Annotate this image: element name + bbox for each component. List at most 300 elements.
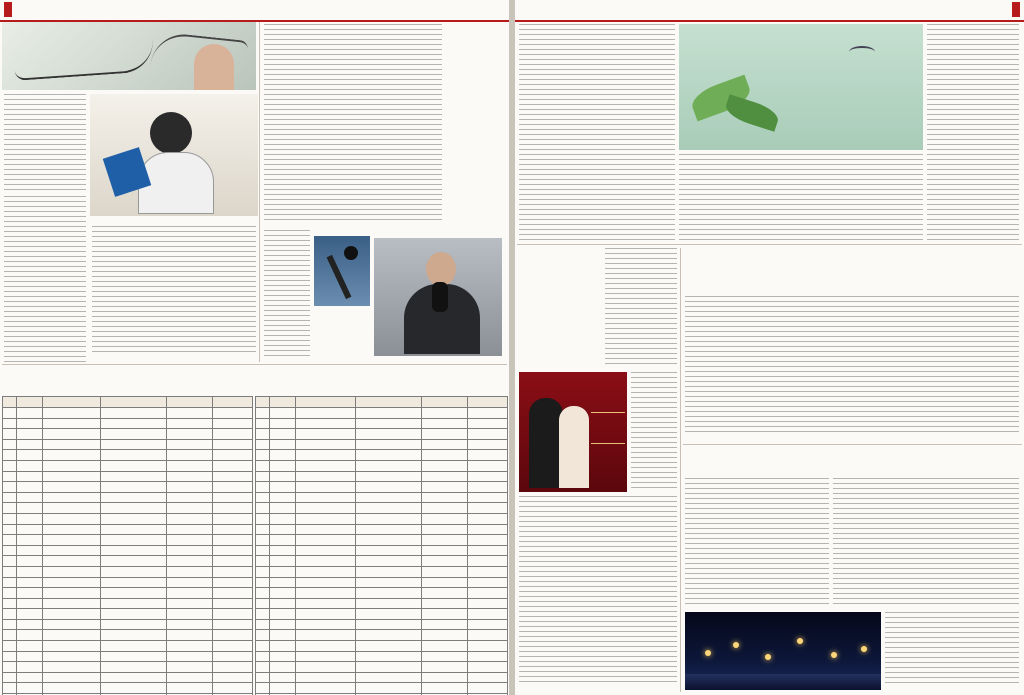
table-cell: [296, 408, 356, 419]
table-cell: [3, 524, 17, 535]
table-cell: [422, 513, 468, 524]
table-cell: [101, 662, 167, 673]
table-cell: [3, 577, 17, 588]
table-cell: [43, 662, 101, 673]
table-cell: [17, 408, 43, 419]
left-article-intro: [4, 94, 86, 194]
table-cell: [356, 609, 422, 620]
poster-title-mark: [591, 412, 625, 444]
table-cell: [356, 513, 422, 524]
table-cell: [422, 619, 468, 630]
table-cell: [167, 609, 213, 620]
farewell-column-1: [685, 478, 829, 608]
table-cell: [17, 683, 43, 694]
col-header: [43, 397, 101, 408]
table-cell: [468, 418, 508, 429]
man-microphone: [432, 282, 448, 312]
table-cell: [213, 598, 253, 609]
table-cell: [213, 556, 253, 567]
table-row: [3, 651, 253, 662]
left-page: [0, 0, 509, 695]
table-cell: [17, 429, 43, 440]
table-cell: [101, 672, 167, 683]
table-cell: [296, 471, 356, 482]
table-cell: [17, 598, 43, 609]
right-masthead: [515, 0, 1024, 22]
table-row: [256, 492, 508, 503]
table-cell: [270, 482, 296, 493]
speaker-man-photo: [374, 238, 502, 356]
table-cell: [270, 619, 296, 630]
table-cell: [422, 439, 468, 450]
table-cell: [43, 450, 101, 461]
table-cell: [43, 471, 101, 482]
table-cell: [270, 609, 296, 620]
table-cell: [270, 672, 296, 683]
table-cell: [422, 651, 468, 662]
table-cell: [270, 662, 296, 673]
table-row: [256, 588, 508, 599]
table-cell: [468, 535, 508, 546]
table-cell: [101, 577, 167, 588]
table-cell: [43, 672, 101, 683]
table-cell: [296, 609, 356, 620]
table-cell: [468, 503, 508, 514]
table-row: [3, 630, 253, 641]
table-cell: [296, 492, 356, 503]
table-cell: [167, 524, 213, 535]
table-cell: [422, 450, 468, 461]
table-cell: [3, 619, 17, 630]
table-cell: [213, 577, 253, 588]
table-cell: [422, 492, 468, 503]
table-cell: [3, 503, 17, 514]
table-cell: [270, 535, 296, 546]
table-row: [3, 524, 253, 535]
table-cell: [356, 471, 422, 482]
table-cell: [468, 408, 508, 419]
table-cell: [101, 471, 167, 482]
table-cell: [167, 641, 213, 652]
table-row: [256, 545, 508, 556]
table-cell: [17, 535, 43, 546]
left-masthead: [0, 0, 509, 22]
table-cell: [3, 408, 17, 419]
table-cell: [468, 651, 508, 662]
table-cell: [3, 482, 17, 493]
table-cell: [43, 408, 101, 419]
table-row: [256, 439, 508, 450]
table-cell: [17, 577, 43, 588]
table-row: [3, 471, 253, 482]
page-number: [4, 2, 12, 17]
feature-article-col-a: [264, 230, 310, 360]
table-cell: [270, 460, 296, 471]
table-cell: [167, 408, 213, 419]
table-cell: [17, 556, 43, 567]
table-cell: [356, 651, 422, 662]
table-cell: [422, 588, 468, 599]
table-cell: [101, 641, 167, 652]
table-row: [3, 566, 253, 577]
table-cell: [213, 630, 253, 641]
table-cell: [167, 503, 213, 514]
table-row: [256, 662, 508, 673]
table-cell: [468, 662, 508, 673]
table-cell: [101, 439, 167, 450]
microphone-photo: [314, 236, 370, 306]
table-cell: [356, 545, 422, 556]
table-cell: [167, 577, 213, 588]
table-cell: [17, 545, 43, 556]
table-row: [3, 429, 253, 440]
table-cell: [101, 588, 167, 599]
table-cell: [256, 503, 270, 514]
table-cell: [17, 566, 43, 577]
table-cell: [167, 651, 213, 662]
table-cell: [256, 619, 270, 630]
table-cell: [468, 641, 508, 652]
table-cell: [296, 439, 356, 450]
table-cell: [296, 513, 356, 524]
table-cell: [356, 429, 422, 440]
table-cell: [256, 429, 270, 440]
teacher-head: [150, 112, 192, 154]
table-cell: [101, 418, 167, 429]
col-header: [3, 397, 17, 408]
table-cell: [468, 609, 508, 620]
table-row: [256, 535, 508, 546]
table-cell: [356, 662, 422, 673]
table-cell: [468, 683, 508, 694]
table-cell: [43, 460, 101, 471]
table-cell: [167, 566, 213, 577]
col-header: [17, 397, 43, 408]
table-cell: [468, 482, 508, 493]
table-cell: [270, 556, 296, 567]
table-cell: [422, 408, 468, 419]
table-cell: [101, 651, 167, 662]
table-cell: [3, 641, 17, 652]
table-cell: [256, 524, 270, 535]
col-header: [356, 397, 422, 408]
table-cell: [213, 672, 253, 683]
col-header: [468, 397, 508, 408]
col-header: [296, 397, 356, 408]
table-cell: [101, 535, 167, 546]
table-cell: [101, 683, 167, 694]
table-row: [3, 408, 253, 419]
essay-column-4: [927, 24, 1019, 240]
table-cell: [167, 418, 213, 429]
col-header: [422, 397, 468, 408]
table-cell: [17, 619, 43, 630]
table-row: [3, 683, 253, 694]
table-cell: [468, 471, 508, 482]
table-row: [256, 482, 508, 493]
night-city-photo: [685, 612, 881, 690]
table-cell: [213, 535, 253, 546]
table-cell: [256, 408, 270, 419]
table-cell: [43, 482, 101, 493]
table-cell: [296, 535, 356, 546]
table-cell: [213, 439, 253, 450]
table-cell: [43, 588, 101, 599]
table-cell: [17, 460, 43, 471]
table-cell: [167, 439, 213, 450]
table-cell: [43, 418, 101, 429]
table-row: [3, 545, 253, 556]
table-cell: [422, 566, 468, 577]
table-cell: [468, 588, 508, 599]
table-cell: [422, 460, 468, 471]
table-row: [256, 513, 508, 524]
farewell-column-2: [833, 478, 1019, 608]
table-cell: [422, 524, 468, 535]
table-cell: [356, 503, 422, 514]
table-row: [256, 450, 508, 461]
table-cell: [213, 545, 253, 556]
table-row: [256, 651, 508, 662]
table-row: [3, 418, 253, 429]
table-cell: [17, 471, 43, 482]
table-row: [3, 513, 253, 524]
table-cell: [43, 683, 101, 694]
table-row: [256, 524, 508, 535]
table-cell: [213, 471, 253, 482]
admissions-title: [0, 367, 509, 393]
table-cell: [356, 450, 422, 461]
table-cell: [3, 630, 17, 641]
table-cell: [167, 535, 213, 546]
table-cell: [213, 651, 253, 662]
table-row: [3, 598, 253, 609]
table-cell: [101, 503, 167, 514]
table-cell: [101, 545, 167, 556]
table-cell: [270, 630, 296, 641]
table-cell: [270, 641, 296, 652]
table-row: [256, 503, 508, 514]
table-cell: [43, 535, 101, 546]
table-cell: [3, 545, 17, 556]
table-cell: [213, 609, 253, 620]
table-cell: [270, 418, 296, 429]
table-cell: [422, 672, 468, 683]
table-cell: [213, 513, 253, 524]
table-cell: [296, 672, 356, 683]
film-review-column-1: [605, 248, 677, 368]
table-cell: [468, 556, 508, 567]
table-cell: [101, 609, 167, 620]
table-cell: [422, 662, 468, 673]
table-row: [256, 418, 508, 429]
table-cell: [101, 630, 167, 641]
table-cell: [356, 630, 422, 641]
table-cell: [256, 450, 270, 461]
table-cell: [296, 450, 356, 461]
table-cell: [213, 619, 253, 630]
farewell-column-3: [885, 612, 1019, 684]
table-cell: [256, 482, 270, 493]
table-cell: [17, 662, 43, 673]
table-cell: [101, 566, 167, 577]
table-cell: [270, 503, 296, 514]
table-cell: [101, 408, 167, 419]
table-cell: [296, 619, 356, 630]
table-row: [256, 609, 508, 620]
table-cell: [101, 460, 167, 471]
leaf-decoration: [723, 94, 781, 132]
table-cell: [296, 662, 356, 673]
table-cell: [468, 429, 508, 440]
table-cell: [270, 450, 296, 461]
table-cell: [270, 439, 296, 450]
table-cell: [3, 450, 17, 461]
col-header: [167, 397, 213, 408]
film-poster: [519, 372, 627, 492]
essay-column-2: [679, 154, 923, 240]
table-cell: [356, 418, 422, 429]
table-cell: [167, 662, 213, 673]
table-cell: [43, 545, 101, 556]
table-cell: [270, 651, 296, 662]
table-cell: [356, 672, 422, 683]
table-cell: [213, 492, 253, 503]
table-cell: [422, 482, 468, 493]
table-cell: [17, 492, 43, 503]
table-cell: [43, 609, 101, 620]
table-cell: [213, 566, 253, 577]
film-review-column-2: [631, 372, 677, 492]
table-cell: [17, 513, 43, 524]
table-row: [256, 641, 508, 652]
table-row: [3, 619, 253, 630]
table-row: [3, 577, 253, 588]
table-cell: [3, 513, 17, 524]
table-cell: [3, 598, 17, 609]
table-cell: [43, 524, 101, 535]
table-cell: [213, 641, 253, 652]
table-cell: [356, 683, 422, 694]
table-row: [256, 471, 508, 482]
table-cell: [270, 598, 296, 609]
table-cell: [256, 651, 270, 662]
table-cell: [422, 545, 468, 556]
table-row: [3, 503, 253, 514]
table-row: [3, 609, 253, 620]
table-cell: [256, 672, 270, 683]
table-row: [3, 482, 253, 493]
film-review-column-3: [519, 496, 677, 686]
table-cell: [101, 556, 167, 567]
table-cell: [213, 418, 253, 429]
table-cell: [43, 651, 101, 662]
table-cell: [213, 450, 253, 461]
table-cell: [17, 609, 43, 620]
table-cell: [101, 450, 167, 461]
table-cell: [101, 513, 167, 524]
table-row: [3, 450, 253, 461]
table-cell: [468, 630, 508, 641]
table-cell: [3, 492, 17, 503]
microphone: [327, 255, 352, 299]
table-cell: [3, 439, 17, 450]
table-cell: [296, 460, 356, 471]
col-header: [213, 397, 253, 408]
table-cell: [270, 492, 296, 503]
table-cell: [256, 641, 270, 652]
col-header: [270, 397, 296, 408]
table-cell: [101, 598, 167, 609]
table-cell: [270, 513, 296, 524]
table-cell: [101, 619, 167, 630]
table-cell: [356, 482, 422, 493]
table-row: [3, 492, 253, 503]
table-cell: [270, 408, 296, 419]
essay-column-1: [519, 24, 675, 242]
table-cell: [356, 588, 422, 599]
microphone-head: [344, 246, 358, 260]
table-cell: [167, 630, 213, 641]
table-cell: [468, 619, 508, 630]
table-row: [256, 672, 508, 683]
table-cell: [356, 598, 422, 609]
table-cell: [3, 683, 17, 694]
table-cell: [3, 429, 17, 440]
table-row: [256, 598, 508, 609]
table-cell: [256, 588, 270, 599]
table-cell: [422, 418, 468, 429]
table-cell: [43, 429, 101, 440]
table-row: [3, 662, 253, 673]
table-cell: [468, 450, 508, 461]
table-cell: [213, 460, 253, 471]
table-cell: [422, 683, 468, 694]
table-cell: [256, 662, 270, 673]
table-row: [3, 439, 253, 450]
table-cell: [296, 482, 356, 493]
table-cell: [213, 588, 253, 599]
table-cell: [167, 619, 213, 630]
table-cell: [17, 630, 43, 641]
table-cell: [422, 630, 468, 641]
homecoming-text: [685, 296, 1019, 432]
table-cell: [468, 460, 508, 471]
poster-figure: [559, 406, 589, 488]
left-article-col2: [92, 226, 256, 356]
table-cell: [17, 418, 43, 429]
table-cell: [296, 566, 356, 577]
table-cell: [3, 460, 17, 471]
table-row: [256, 408, 508, 419]
table-cell: [468, 492, 508, 503]
table-cell: [256, 460, 270, 471]
table-cell: [17, 672, 43, 683]
table-cell: [167, 492, 213, 503]
table-row: [256, 577, 508, 588]
table-cell: [3, 418, 17, 429]
table-cell: [256, 535, 270, 546]
table-cell: [3, 556, 17, 567]
table-cell: [3, 471, 17, 482]
table-cell: [167, 598, 213, 609]
table-row: [3, 641, 253, 652]
table-cell: [270, 471, 296, 482]
table-cell: [356, 408, 422, 419]
table-cell: [213, 408, 253, 419]
table-row: [256, 566, 508, 577]
table-cell: [422, 471, 468, 482]
